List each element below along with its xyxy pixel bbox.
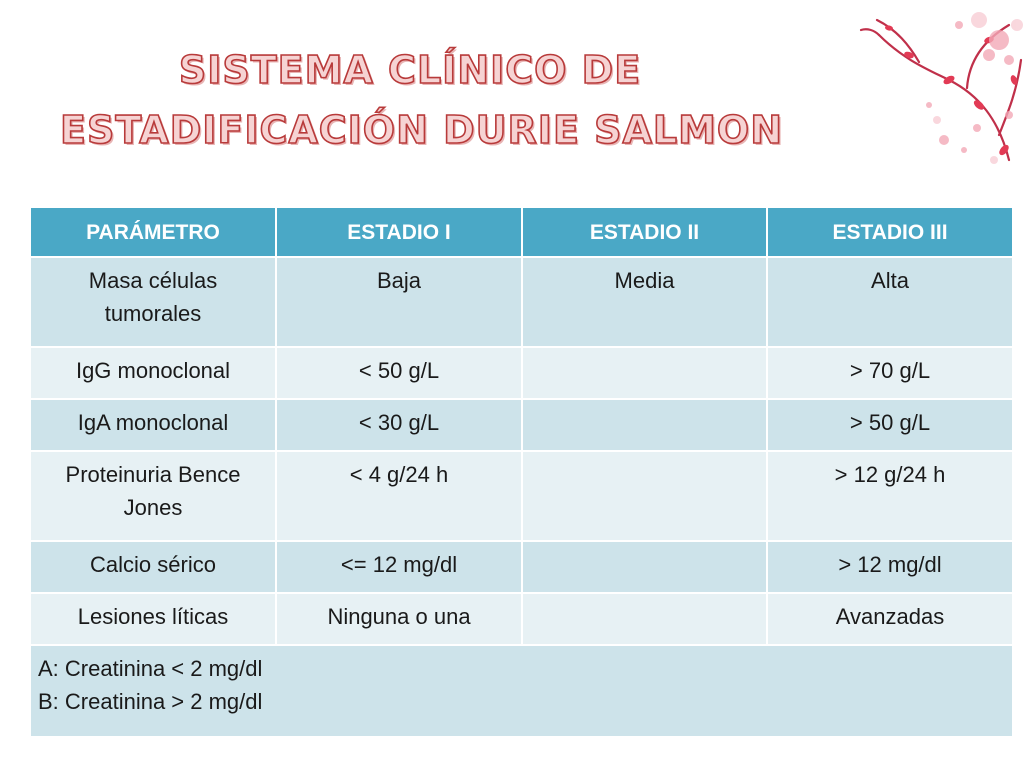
table-cell: Media (522, 257, 767, 347)
header-estadio-2: ESTADIO II (522, 207, 767, 257)
table-cell (522, 347, 767, 399)
table-cell (522, 541, 767, 593)
table-header-row (30, 207, 1013, 257)
table-cell: Ninguna o una (276, 593, 522, 645)
table-cell: <= 12 mg/dl (276, 541, 522, 593)
header-estadio-3: ESTADIO III (767, 207, 1013, 257)
table-cell: > 12 mg/dl (767, 541, 1013, 593)
header-parametro: PARÁMETRO (30, 207, 276, 257)
table-cell: Proteinuria Bence Jones (30, 451, 276, 541)
table-cell: Alta (767, 257, 1013, 347)
floral-corner-icon (849, 0, 1024, 170)
table-cell: > 12 g/24 h (767, 451, 1013, 541)
table-cell: IgA monoclonal (30, 399, 276, 451)
table-row (30, 451, 1013, 541)
table-row (30, 347, 1013, 399)
footnote-line-a: A: Creatinina < 2 mg/dl (38, 656, 263, 681)
footnote-line-b: B: Creatinina > 2 mg/dl (38, 689, 263, 714)
table-cell: > 50 g/L (767, 399, 1013, 451)
table-cell: < 50 g/L (276, 347, 522, 399)
table-cell: Masa células tumorales (30, 257, 276, 347)
table-cell (522, 593, 767, 645)
table-row (30, 593, 1013, 645)
title-line-1: SISTEMA CLÍNICO DE (178, 48, 642, 92)
table-cell: Baja (276, 257, 522, 347)
table-cell: IgG monoclonal (30, 347, 276, 399)
table-cell: < 4 g/24 h (276, 451, 522, 541)
header-estadio-1: ESTADIO I (276, 207, 522, 257)
table-row (30, 399, 1013, 451)
table-cell (522, 399, 767, 451)
table-cell: Avanzadas (767, 593, 1013, 645)
footnote-cell (30, 645, 1013, 737)
table-cell: Calcio sérico (30, 541, 276, 593)
table-cell: > 70 g/L (767, 347, 1013, 399)
table-row (30, 257, 1013, 347)
table-row (30, 541, 1013, 593)
footnote-row (30, 645, 1013, 737)
staging-table (29, 206, 1014, 738)
slide-title (60, 40, 784, 160)
table-cell: Lesiones líticas (30, 593, 276, 645)
title-line-2: ESTADIFICACIÓN DURIE SALMON (60, 108, 784, 152)
table-cell (522, 451, 767, 541)
table-cell: < 30 g/L (276, 399, 522, 451)
